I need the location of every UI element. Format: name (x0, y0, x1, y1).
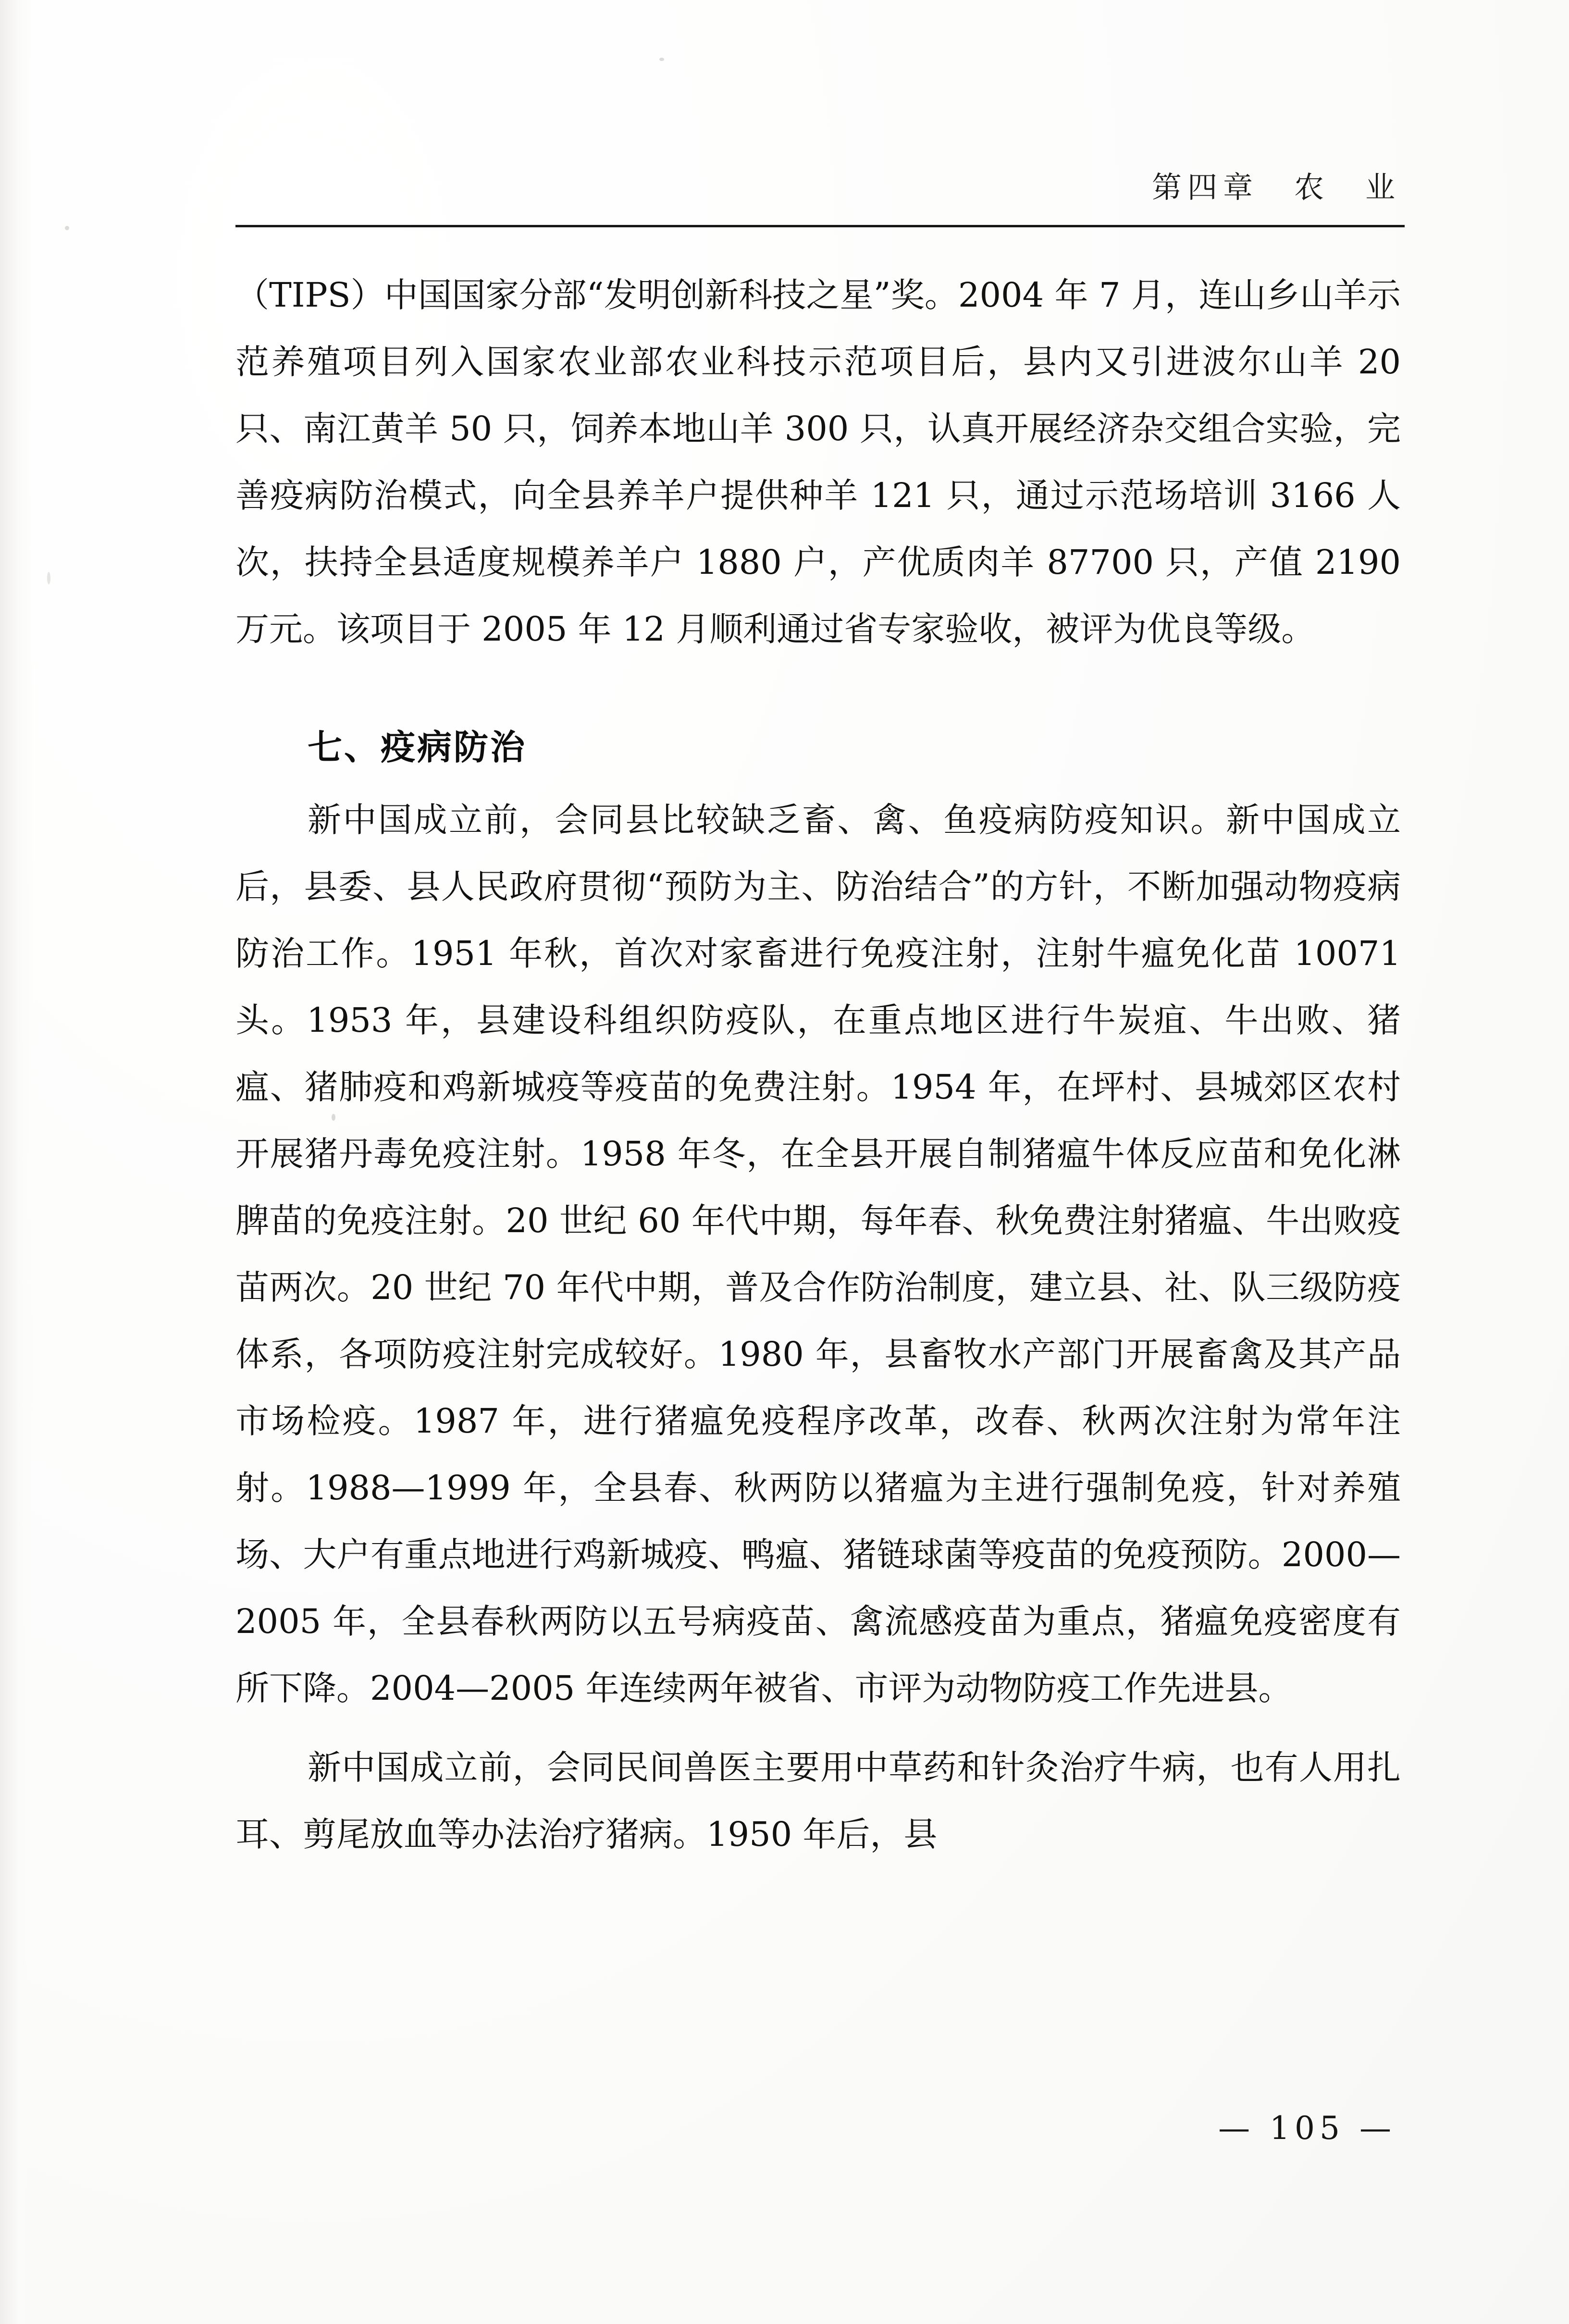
paragraph-gap (235, 1722, 1401, 1734)
page-number: — 105 — (1218, 2110, 1396, 2147)
body-text-column (235, 262, 1401, 1868)
section-heading-disease-prevention: 七、疫病防治 (308, 727, 527, 767)
running-head-chapter-title: 第四章 农 业 (1151, 170, 1401, 205)
paragraph-disease-prevention-history: 新中国成立前，会同县比较缺乏畜、禽、鱼疫病防疫知识。新中国成立后，县委、县人民政府贯彻“预防为主、防治结合”的方针，不断加强动物疫病防治工作。1951 年秋，首次对家畜进行免疫注射，注射牛瘟免化苗 10071 头。1953 年，县建设科组织防疫队，在重点地区进行牛炭疽、牛出败、猪瘟、猪肺疫和鸡新城疫等疫苗的免费注射。1954 年，在坪村、县城郊区农村开展猪丹毒免疫注射。1958 年冬，在全县开展自制猪瘟牛体反应苗和免化淋脾苗的免疫注射。20 世纪 60 年代中期，每年春、秋免费注射猪瘟、牛出败疫苗两次。20 世纪 70 年代中期，普及合作防治制度，建立县、社、队三级防疫体系，各项防疫注射完成较好。1980 年，县畜牧水产部门开展畜禽及其产品市场检疫。1987 年，进行猪瘟免疫程序改革，改春、秋两次注射为常年注射。1988—1999 年，全县春、秋两防以猪瘟为主进行强制免疫，针对养殖场、大户有重点地进行鸡新城疫、鸭瘟、猪链球菌等疫苗的免疫预防。2000—2005 年，全县春秋两防以五号病疫苗、禽流感疫苗为重点，猪瘟免疫密度有所下降。2004—2005 年连续两年被省、市评为动物防疫工作先进县。 (235, 800, 1401, 1708)
paragraph-folk-veterinary: 新中国成立前，会同民间兽医主要用中草药和针灸治疗牛病，也有人用扎耳、剪尾放血等办法治疗猪病。1950 年后，县 (235, 1748, 1401, 1854)
paragraph-tips-goat-project: （TIPS）中国国家分部“发明创新科技之星”奖。2004 年 7 月，连山乡山羊示范养殖项目列入国家农业部农业科技示范项目后，县内又引进波尔山羊 20 只、南江黄羊 50 只，饲养本地山羊 300 只，认真开展经济杂交组合实验，完善疫病防治模式，向全县养羊户提供种羊 121 只，通过示范场培训 3166 人次，扶持全县适度规模养羊户 1880 户，产优质肉羊 87700 只，产值 2190 万元。该项目于 2005 年 12 月顺利通过省专家验收，被评为优良等级。 (235, 275, 1401, 649)
running-head-rule (235, 225, 1405, 227)
running-head (235, 163, 1401, 231)
